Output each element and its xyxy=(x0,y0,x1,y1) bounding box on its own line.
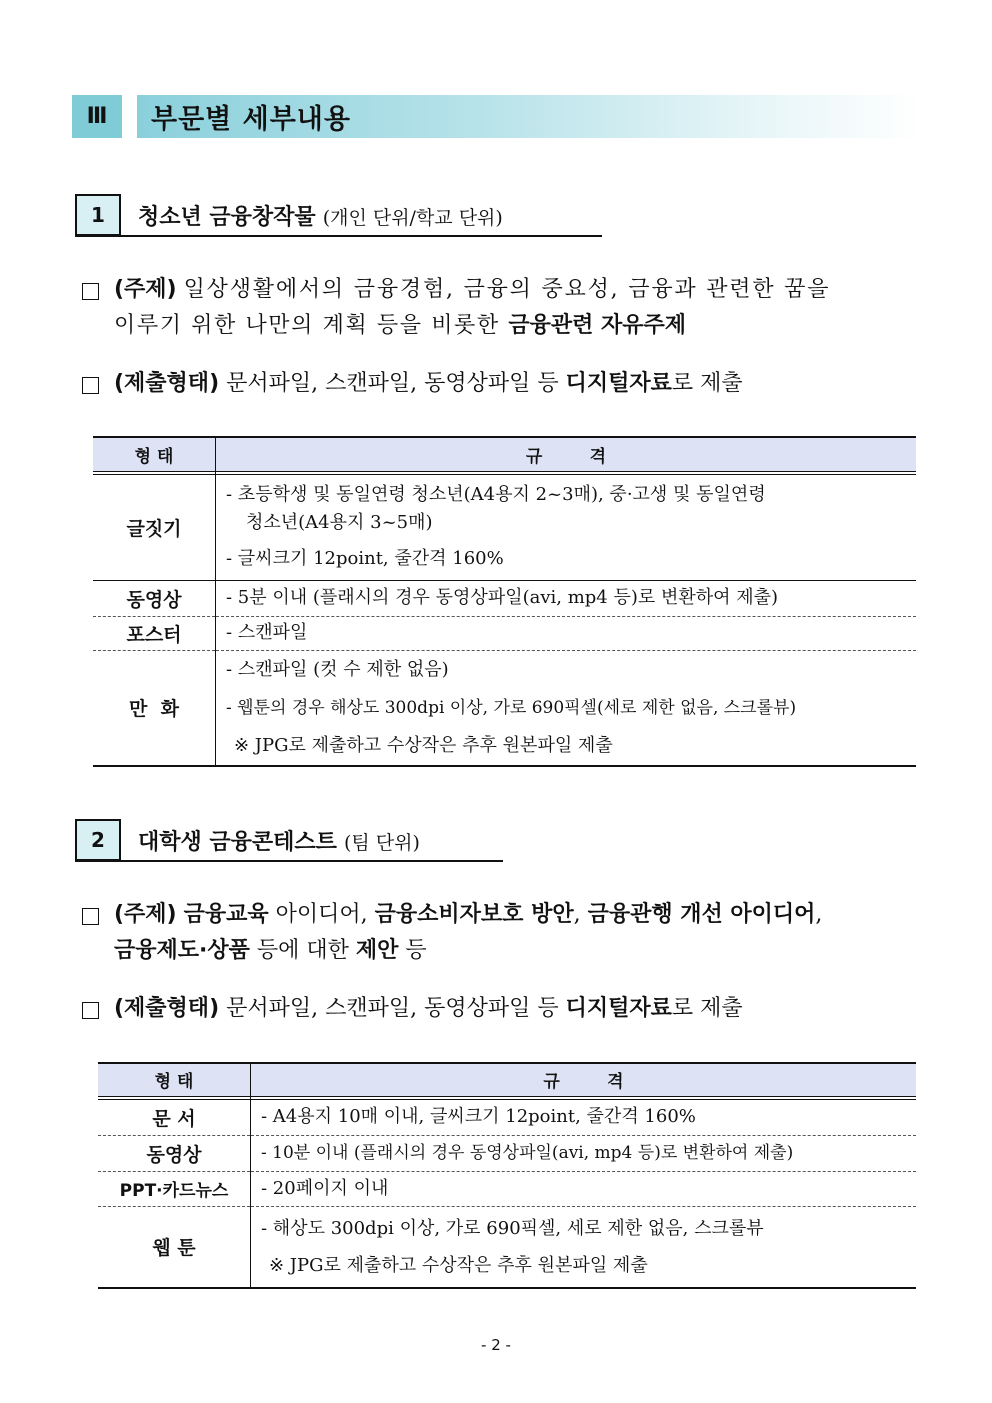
table-row xyxy=(93,474,916,580)
table-header-spec: 규 격 xyxy=(216,437,917,471)
theme-part: 금융교육 xyxy=(183,902,269,927)
format-label: (제출형태) xyxy=(114,371,220,396)
row-category: 글짓기 xyxy=(93,474,216,580)
row-category: 동영상 xyxy=(98,1135,251,1171)
format-text: 문서파일, 스캔파일, 동영상파일 등 xyxy=(226,996,566,1021)
theme-part: 등 xyxy=(398,938,427,963)
section-1-format xyxy=(114,366,743,402)
theme-line-1: 일상생활에서의 금융경험, 금융의 중요성, 금융과 관련한 꿈을 xyxy=(183,277,831,302)
row-line: 청소년(A4용지 3~5매) xyxy=(246,512,433,533)
row-category: PPT·카드뉴스 xyxy=(98,1171,251,1206)
page-number: - 2 - xyxy=(481,1336,511,1354)
row-line: - 20페이지 이내 xyxy=(261,1177,389,1199)
theme-part: , xyxy=(815,902,823,927)
table-header-type: 형 태 xyxy=(98,1063,251,1096)
theme-part: 금융제도·상품 xyxy=(114,938,250,963)
theme-part: 아이디어, xyxy=(268,902,375,927)
row-line: - A4용지 10매 이내, 글씨크기 12point, 줄간격 160% xyxy=(261,1106,696,1127)
theme-label: (주제) xyxy=(114,902,177,927)
format-label: (제출형태) xyxy=(114,996,220,1021)
section-2-number: 2 xyxy=(75,819,121,861)
row-line: - 웹툰의 경우 해상도 300dpi 이상, 가로 690픽셀(세로 제한 없음, 스크롤뷰) xyxy=(226,697,797,718)
chapter-title: 부문별 세부내용 xyxy=(151,104,351,135)
theme-part: 금융관행 개선 아이디어 xyxy=(587,902,816,927)
checkbox-icon xyxy=(82,1002,99,1019)
table-row xyxy=(93,650,916,766)
theme-line-2-bold: 금융관련 자유주제 xyxy=(508,313,687,338)
row-line: - 5분 이내 (플래시의 경우 동영상파일(avi, mp4 등)로 변환하여 제출) xyxy=(226,587,779,608)
row-category: 포스터 xyxy=(93,616,216,650)
checkbox-icon xyxy=(82,908,99,925)
row-line: - 초등학생 및 동일연령 청소년(A4용지 2~3매), 중·고생 및 동일연령 xyxy=(226,484,766,505)
format-text: 문서파일, 스캔파일, 동영상파일 등 xyxy=(226,371,566,396)
theme-part: 금융소비자보호 방안 xyxy=(374,902,574,927)
format-tail: 로 제출 xyxy=(671,371,743,396)
table-row xyxy=(98,1171,916,1206)
format-bold: 디지털자료 xyxy=(565,371,672,396)
chapter-number: Ⅲ xyxy=(72,95,122,138)
section-1-number: 1 xyxy=(75,194,121,236)
table-row xyxy=(98,1206,916,1288)
theme-label: (주제) xyxy=(114,277,177,302)
section-1-title-text: 청소년 금융창작물 xyxy=(138,205,316,230)
theme-part: 제안 xyxy=(355,938,399,963)
row-line: - 스캔파일 xyxy=(226,622,308,643)
row-line: - 스캔파일 (컷 수 제한 없음) xyxy=(226,658,449,680)
checkbox-icon xyxy=(82,283,99,300)
row-line: - 10분 이내 (플래시의 경우 동영상파일(avi, mp4 등)로 변환하여 제출) xyxy=(261,1143,794,1163)
section-2-theme xyxy=(114,897,822,933)
theme-part: , xyxy=(573,902,588,927)
row-category: 동영상 xyxy=(93,580,216,616)
theme-part: 등에 대한 xyxy=(249,938,356,963)
row-category: 만 화 xyxy=(93,650,216,766)
section-1-subtitle: (개인 단위/학교 단위) xyxy=(322,207,503,229)
row-category: 웹 툰 xyxy=(98,1206,251,1288)
format-tail: 로 제출 xyxy=(671,996,743,1021)
section-1-theme-line-2 xyxy=(114,308,686,344)
section-1-theme xyxy=(114,272,830,308)
section-1-underline xyxy=(75,235,602,237)
table-header-type: 형 태 xyxy=(93,437,216,471)
section-2-title xyxy=(138,825,420,856)
table-header-spec: 규 격 xyxy=(251,1063,917,1096)
section-1-spec-table xyxy=(93,436,916,767)
section-1-title xyxy=(138,200,503,231)
section-2-subtitle: (팀 단위) xyxy=(343,832,420,854)
section-2-format xyxy=(114,991,743,1027)
table-row xyxy=(93,580,916,616)
section-2-spec-table xyxy=(98,1062,916,1289)
format-bold: 디지털자료 xyxy=(565,996,672,1021)
section-2-theme-line-2 xyxy=(114,933,427,969)
section-2-title-text: 대학생 금융콘테스트 xyxy=(138,830,337,855)
table-row xyxy=(98,1099,916,1135)
checkbox-icon xyxy=(82,377,99,394)
row-line: ※ JPG로 제출하고 수상작은 추후 원본파일 제출 xyxy=(234,734,613,756)
section-2-underline xyxy=(75,860,503,862)
table-row xyxy=(98,1135,916,1171)
theme-line-2-text: 이루기 위한 나만의 계획 등을 비롯한 xyxy=(114,313,509,338)
row-line: ※ JPG로 제출하고 수상작은 추후 원본파일 제출 xyxy=(269,1254,648,1276)
chapter-header xyxy=(137,95,922,138)
row-line: - 해상도 300dpi 이상, 가로 690픽셀, 세로 제한 없음, 스크롤뷰 xyxy=(261,1217,764,1239)
row-line: - 글씨크기 12point, 줄간격 160% xyxy=(226,548,504,569)
table-row xyxy=(93,616,916,650)
row-category: 문 서 xyxy=(98,1099,251,1135)
